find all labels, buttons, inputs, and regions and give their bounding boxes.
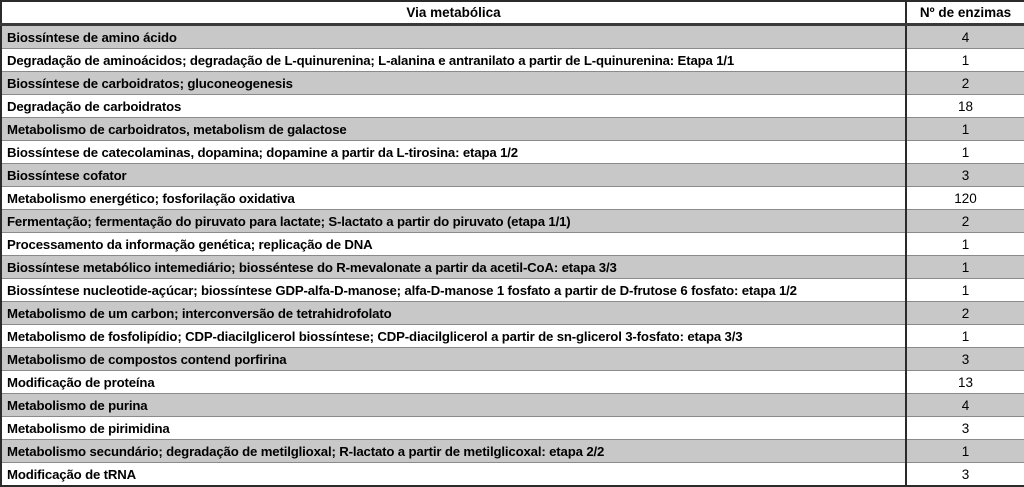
cell-enzyme-count: 3 bbox=[906, 348, 1024, 371]
cell-pathway: Degradação de aminoácidos; degradação de L-quinurenina; L-alanina e antranilato a partir de L-quinurenina: Etapa 1/1 bbox=[1, 49, 906, 72]
cell-pathway: Metabolismo de compostos contend porfirina bbox=[1, 348, 906, 371]
cell-pathway: Metabolismo secundário; degradação de metilglioxal; R-lactato a partir de metilglicoxal: etapa 2/2 bbox=[1, 440, 906, 463]
cell-enzyme-count: 120 bbox=[906, 187, 1024, 210]
cell-pathway: Modificação de proteína bbox=[1, 371, 906, 394]
cell-enzyme-count: 2 bbox=[906, 210, 1024, 233]
cell-enzyme-count: 1 bbox=[906, 141, 1024, 164]
table-row bbox=[1, 302, 1024, 325]
table-row bbox=[1, 256, 1024, 279]
table-row bbox=[1, 95, 1024, 118]
cell-enzyme-count: 4 bbox=[906, 394, 1024, 417]
cell-enzyme-count: 1 bbox=[906, 233, 1024, 256]
cell-enzyme-count: 1 bbox=[906, 440, 1024, 463]
table-header bbox=[1, 1, 1024, 25]
cell-enzyme-count: 3 bbox=[906, 417, 1024, 440]
table-row bbox=[1, 141, 1024, 164]
table-header-row bbox=[1, 1, 1024, 25]
cell-pathway: Modificação de tRNA bbox=[1, 463, 906, 487]
table-row bbox=[1, 394, 1024, 417]
table-row bbox=[1, 417, 1024, 440]
table-row bbox=[1, 72, 1024, 95]
cell-pathway: Metabolismo de um carbon; interconversão de tetrahidrofolato bbox=[1, 302, 906, 325]
cell-enzyme-count: 4 bbox=[906, 25, 1024, 49]
cell-enzyme-count: 1 bbox=[906, 256, 1024, 279]
table-row bbox=[1, 371, 1024, 394]
table-row bbox=[1, 233, 1024, 256]
table-row bbox=[1, 118, 1024, 141]
table-row bbox=[1, 210, 1024, 233]
table-row bbox=[1, 348, 1024, 371]
cell-pathway: Biossíntese cofator bbox=[1, 164, 906, 187]
cell-pathway: Metabolismo de carboidratos, metabolism de galactose bbox=[1, 118, 906, 141]
table-row bbox=[1, 25, 1024, 49]
cell-enzyme-count: 1 bbox=[906, 279, 1024, 302]
cell-pathway: Metabolismo energético; fosforilação oxidativa bbox=[1, 187, 906, 210]
table-row bbox=[1, 279, 1024, 302]
cell-pathway: Metabolismo de pirimidina bbox=[1, 417, 906, 440]
cell-pathway: Processamento da informação genética; replicação de DNA bbox=[1, 233, 906, 256]
table-row bbox=[1, 463, 1024, 487]
cell-enzyme-count: 1 bbox=[906, 49, 1024, 72]
cell-pathway: Biossíntese de amino ácido bbox=[1, 25, 906, 49]
cell-enzyme-count: 1 bbox=[906, 325, 1024, 348]
cell-pathway: Metabolismo de fosfolipídio; CDP-diacilglicerol biossíntese; CDP-diacilglicerol a partir de sn-glicerol 3-fosfato: etapa 3/3 bbox=[1, 325, 906, 348]
cell-pathway: Biossíntese metabólico intemediário; biosséntese do R-mevalonate a partir da acetil-CoA: etapa 3/3 bbox=[1, 256, 906, 279]
cell-pathway: Biossíntese nucleotide-açúcar; biossíntese GDP-alfa-D-manose; alfa-D-manose 1 fosfato a partir de D-frutose 6 fosfato: etapa 1/2 bbox=[1, 279, 906, 302]
table-row bbox=[1, 440, 1024, 463]
table-row bbox=[1, 187, 1024, 210]
table-row bbox=[1, 164, 1024, 187]
cell-enzyme-count: 2 bbox=[906, 72, 1024, 95]
cell-enzyme-count: 3 bbox=[906, 164, 1024, 187]
cell-enzyme-count: 13 bbox=[906, 371, 1024, 394]
table-row bbox=[1, 325, 1024, 348]
column-header-enzyme-count: Nº de enzimas bbox=[906, 1, 1024, 25]
cell-enzyme-count: 18 bbox=[906, 95, 1024, 118]
cell-pathway: Biossíntese de carboidratos; gluconeogenesis bbox=[1, 72, 906, 95]
cell-pathway: Biossíntese de catecolaminas, dopamina; dopamine a partir da L-tirosina: etapa 1/2 bbox=[1, 141, 906, 164]
cell-enzyme-count: 1 bbox=[906, 118, 1024, 141]
cell-pathway: Degradação de carboidratos bbox=[1, 95, 906, 118]
cell-pathway: Fermentação; fermentação do piruvato para lactate; S-lactato a partir do piruvato (etapa 1/1) bbox=[1, 210, 906, 233]
table-body bbox=[1, 25, 1024, 487]
cell-enzyme-count: 3 bbox=[906, 463, 1024, 487]
cell-pathway: Metabolismo de purina bbox=[1, 394, 906, 417]
cell-enzyme-count: 2 bbox=[906, 302, 1024, 325]
table-row bbox=[1, 49, 1024, 72]
column-header-pathway: Via metabólica bbox=[1, 1, 906, 25]
